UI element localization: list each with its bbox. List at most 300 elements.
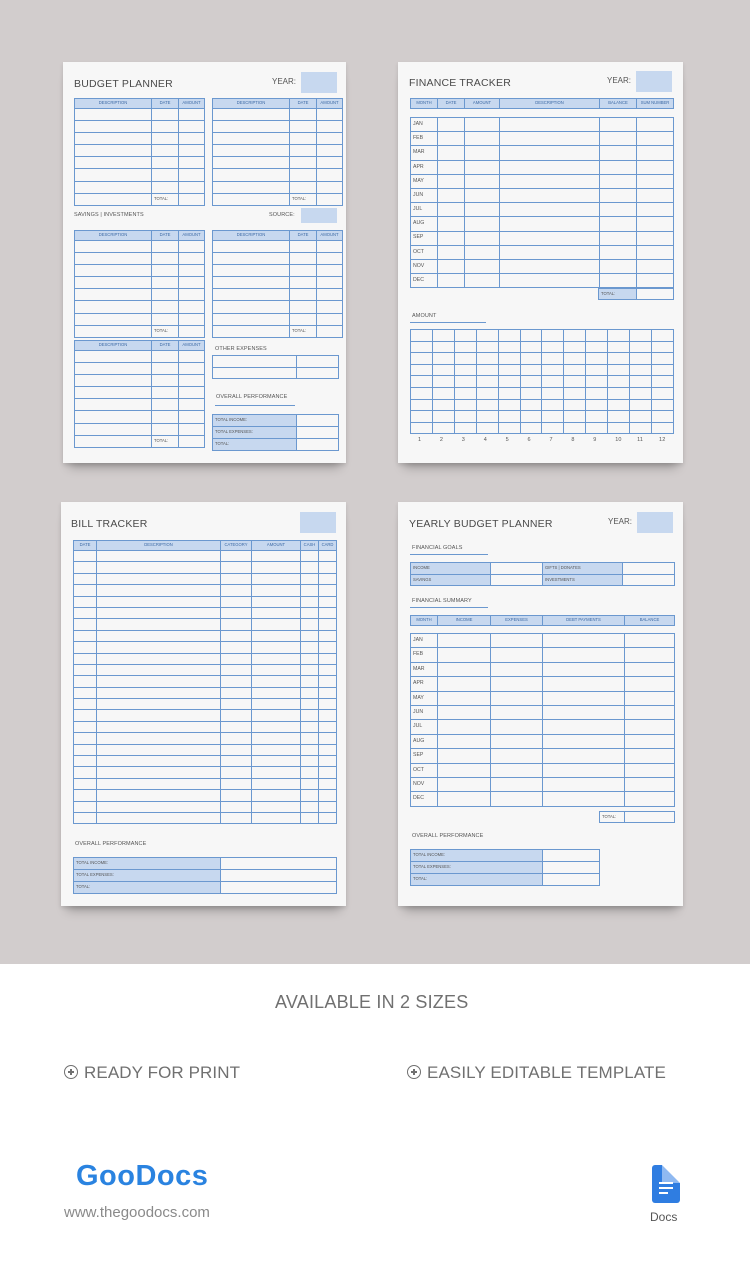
table-cell[interactable] [491,777,543,791]
table-cell[interactable] [301,551,319,562]
table-cell[interactable] [438,691,491,705]
table-cell[interactable] [651,399,673,411]
table-cell[interactable] [600,231,637,245]
table-cell[interactable] [221,642,252,653]
table-cell[interactable] [319,619,337,630]
table-cell[interactable] [179,265,205,277]
table-cell[interactable] [252,573,301,584]
table-cell[interactable] [179,423,205,435]
table-cell[interactable] [465,231,500,245]
table-cell[interactable] [476,341,498,353]
table-cell[interactable] [74,733,97,744]
table-cell[interactable] [74,585,97,596]
table-cell[interactable] [301,607,319,618]
table-cell[interactable] [97,573,221,584]
table-cell[interactable] [74,812,97,823]
table-cell[interactable] [97,721,221,732]
table-cell[interactable] [75,133,152,145]
table-cell[interactable] [586,376,608,388]
table-cell[interactable] [500,217,600,231]
table-cell[interactable] [317,145,343,157]
table-cell[interactable] [651,422,673,434]
table-cell[interactable] [252,744,301,755]
table-cell[interactable] [476,353,498,365]
table-cell[interactable] [179,241,205,253]
table-cell[interactable] [317,133,343,145]
table-cell[interactable] [213,169,290,181]
table-cell[interactable] [74,642,97,653]
table-cell[interactable] [75,181,152,193]
table-cell[interactable] [97,607,221,618]
table-cell[interactable] [500,259,600,273]
table-cell[interactable] [438,188,465,202]
table-cell[interactable] [152,265,179,277]
table-cell[interactable] [290,253,317,265]
table-cell[interactable] [290,289,317,301]
table-cell[interactable] [543,792,625,806]
table-cell[interactable] [586,353,608,365]
table-cell[interactable] [491,720,543,734]
table-cell[interactable] [301,801,319,812]
table-cell[interactable] [319,596,337,607]
table-cell[interactable] [637,188,674,202]
table-cell[interactable] [454,364,476,376]
table-cell[interactable] [221,573,252,584]
table-cell[interactable] [297,427,339,439]
table-cell[interactable] [317,181,343,193]
table-cell[interactable] [465,203,500,217]
table-cell[interactable] [74,630,97,641]
table-cell[interactable] [411,422,433,434]
table-cell[interactable] [301,653,319,664]
table-cell[interactable] [623,574,675,586]
table-cell[interactable] [637,146,674,160]
table-cell[interactable] [179,193,205,205]
table-cell[interactable] [438,792,491,806]
table-cell[interactable] [438,132,465,146]
table-cell[interactable] [221,653,252,664]
table-cell[interactable] [520,353,542,365]
table-cell[interactable] [297,415,339,427]
table-cell[interactable] [213,157,290,169]
year-field[interactable] [636,71,672,92]
table-cell[interactable] [319,585,337,596]
table-cell[interactable] [152,351,179,363]
table-cell[interactable] [600,259,637,273]
table-cell[interactable] [97,676,221,687]
table-cell[interactable] [74,778,97,789]
table-cell[interactable] [252,710,301,721]
table-cell[interactable] [221,790,252,801]
table-cell[interactable] [75,145,152,157]
table-cell[interactable] [465,160,500,174]
table-cell[interactable] [75,387,152,399]
table-cell[interactable] [411,399,433,411]
table-cell[interactable] [75,351,152,363]
table-cell[interactable] [319,790,337,801]
table-cell[interactable] [498,422,520,434]
table-cell[interactable] [152,109,179,121]
table-cell[interactable] [542,376,564,388]
table-cell[interactable] [252,699,301,710]
table-cell[interactable] [630,411,652,423]
table-cell[interactable] [97,664,221,675]
table-cell[interactable] [221,664,252,675]
table-cell[interactable] [179,253,205,265]
table-cell[interactable] [317,169,343,181]
table-cell[interactable] [438,118,465,132]
table-cell[interactable] [179,157,205,169]
table-cell[interactable] [290,241,317,253]
table-cell[interactable] [319,744,337,755]
table-cell[interactable] [252,664,301,675]
table-cell[interactable] [297,356,339,368]
table-cell[interactable] [252,607,301,618]
table-cell[interactable] [564,376,586,388]
table-cell[interactable] [608,422,630,434]
table-cell[interactable] [586,387,608,399]
table-cell[interactable] [586,422,608,434]
table-cell[interactable] [97,812,221,823]
table-cell[interactable] [152,133,179,145]
table-cell[interactable] [476,422,498,434]
table-cell[interactable] [454,341,476,353]
table-cell[interactable] [411,330,433,342]
table-cell[interactable] [498,387,520,399]
table-cell[interactable] [301,619,319,630]
table-cell[interactable] [213,289,290,301]
table-cell[interactable] [438,662,491,676]
table-cell[interactable] [491,574,543,586]
table-cell[interactable] [301,778,319,789]
table-cell[interactable] [319,767,337,778]
table-cell[interactable] [432,364,454,376]
table-cell[interactable] [637,174,674,188]
table-cell[interactable] [221,733,252,744]
table-cell[interactable] [74,699,97,710]
table-cell[interactable] [491,691,543,705]
table-cell[interactable] [543,850,600,862]
table-cell[interactable] [542,422,564,434]
table-cell[interactable] [438,763,491,777]
table-cell[interactable] [625,749,675,763]
table-cell[interactable] [465,174,500,188]
table-cell[interactable] [454,376,476,388]
table-cell[interactable] [498,399,520,411]
table-cell[interactable] [179,289,205,301]
table-cell[interactable] [476,387,498,399]
table-cell[interactable] [317,265,343,277]
year-field[interactable] [637,512,673,533]
table-cell[interactable] [491,705,543,719]
table-cell[interactable] [179,387,205,399]
table-cell[interactable] [74,756,97,767]
table-cell[interactable] [500,132,600,146]
table-cell[interactable] [301,642,319,653]
table-cell[interactable] [600,217,637,231]
table-cell[interactable] [290,157,317,169]
table-cell[interactable] [319,664,337,675]
table-cell[interactable] [432,376,454,388]
table-cell[interactable] [221,551,252,562]
table-cell[interactable] [608,330,630,342]
table-cell[interactable] [74,619,97,630]
table-cell[interactable] [252,790,301,801]
table-cell[interactable] [301,744,319,755]
table-cell[interactable] [608,399,630,411]
table-cell[interactable] [179,121,205,133]
table-cell[interactable] [625,734,675,748]
table-cell[interactable] [543,705,625,719]
table-cell[interactable] [97,585,221,596]
table-cell[interactable] [179,313,205,325]
table-cell[interactable] [543,662,625,676]
table-cell[interactable] [498,330,520,342]
table-cell[interactable] [74,767,97,778]
table-cell[interactable] [152,363,179,375]
table-cell[interactable] [221,812,252,823]
table-cell[interactable] [317,109,343,121]
year-field[interactable] [301,72,337,93]
table-cell[interactable] [543,677,625,691]
table-cell[interactable] [74,607,97,618]
table-cell[interactable] [252,551,301,562]
table-cell[interactable] [600,203,637,217]
table-cell[interactable] [491,749,543,763]
table-cell[interactable] [213,367,297,379]
table-cell[interactable] [179,363,205,375]
table-cell[interactable] [491,563,543,575]
table-cell[interactable] [564,411,586,423]
table-cell[interactable] [179,133,205,145]
table-cell[interactable] [625,812,675,823]
table-cell[interactable] [252,642,301,653]
table-cell[interactable] [491,662,543,676]
table-cell[interactable] [301,573,319,584]
table-cell[interactable] [651,353,673,365]
table-cell[interactable] [221,562,252,573]
table-cell[interactable] [152,313,179,325]
table-cell[interactable] [74,551,97,562]
table-cell[interactable] [75,109,152,121]
table-cell[interactable] [152,181,179,193]
table-cell[interactable] [152,157,179,169]
table-cell[interactable] [586,399,608,411]
table-cell[interactable] [97,630,221,641]
table-cell[interactable] [152,399,179,411]
table-cell[interactable] [625,763,675,777]
table-cell[interactable] [438,245,465,259]
table-cell[interactable] [290,145,317,157]
table-cell[interactable] [319,801,337,812]
table-cell[interactable] [438,160,465,174]
table-cell[interactable] [608,376,630,388]
table-cell[interactable] [432,399,454,411]
table-cell[interactable] [564,364,586,376]
table-cell[interactable] [637,132,674,146]
table-cell[interactable] [411,364,433,376]
table-cell[interactable] [438,749,491,763]
table-cell[interactable] [637,160,674,174]
table-cell[interactable] [637,231,674,245]
table-cell[interactable] [221,619,252,630]
table-cell[interactable] [319,699,337,710]
table-cell[interactable] [75,241,152,253]
table-cell[interactable] [74,687,97,698]
table-cell[interactable] [179,301,205,313]
table-cell[interactable] [432,353,454,365]
table-cell[interactable] [564,399,586,411]
table-cell[interactable] [411,411,433,423]
table-cell[interactable] [179,109,205,121]
table-cell[interactable] [438,259,465,273]
table-cell[interactable] [221,858,337,870]
table-cell[interactable] [290,169,317,181]
table-cell[interactable] [651,376,673,388]
table-cell[interactable] [319,642,337,653]
table-cell[interactable] [520,341,542,353]
table-cell[interactable] [252,562,301,573]
table-cell[interactable] [432,422,454,434]
table-cell[interactable] [465,118,500,132]
table-cell[interactable] [317,289,343,301]
table-cell[interactable] [625,777,675,791]
table-cell[interactable] [637,259,674,273]
table-cell[interactable] [465,132,500,146]
table-cell[interactable] [221,607,252,618]
table-cell[interactable] [290,133,317,145]
table-cell[interactable] [152,121,179,133]
table-cell[interactable] [630,399,652,411]
table-cell[interactable] [520,399,542,411]
table-cell[interactable] [600,160,637,174]
table-cell[interactable] [152,301,179,313]
table-cell[interactable] [520,364,542,376]
table-cell[interactable] [152,253,179,265]
table-cell[interactable] [252,596,301,607]
table-cell[interactable] [520,422,542,434]
table-cell[interactable] [75,265,152,277]
table-cell[interactable] [301,664,319,675]
table-cell[interactable] [317,121,343,133]
table-cell[interactable] [438,217,465,231]
table-cell[interactable] [74,562,97,573]
table-cell[interactable] [498,364,520,376]
table-cell[interactable] [221,801,252,812]
table-cell[interactable] [542,387,564,399]
table-cell[interactable] [319,676,337,687]
table-cell[interactable] [75,277,152,289]
table-cell[interactable] [637,118,674,132]
table-cell[interactable] [608,364,630,376]
table-cell[interactable] [213,241,290,253]
table-cell[interactable] [252,653,301,664]
table-cell[interactable] [498,353,520,365]
table-cell[interactable] [438,734,491,748]
table-cell[interactable] [608,353,630,365]
table-cell[interactable] [75,193,152,205]
table-cell[interactable] [564,353,586,365]
table-cell[interactable] [221,687,252,698]
table-cell[interactable] [542,341,564,353]
table-cell[interactable] [301,733,319,744]
table-cell[interactable] [630,422,652,434]
table-cell[interactable] [213,121,290,133]
table-cell[interactable] [476,411,498,423]
table-cell[interactable] [179,399,205,411]
table-cell[interactable] [438,146,465,160]
table-cell[interactable] [319,687,337,698]
table-cell[interactable] [75,313,152,325]
table-cell[interactable] [500,245,600,259]
table-cell[interactable] [301,596,319,607]
table-cell[interactable] [317,301,343,313]
table-cell[interactable] [252,778,301,789]
table-cell[interactable] [438,648,491,662]
table-cell[interactable] [317,157,343,169]
table-cell[interactable] [75,157,152,169]
table-cell[interactable] [454,330,476,342]
table-cell[interactable] [252,619,301,630]
table-cell[interactable] [213,356,297,368]
table-cell[interactable] [75,169,152,181]
table-cell[interactable] [586,364,608,376]
table-cell[interactable] [465,146,500,160]
table-cell[interactable] [252,812,301,823]
table-cell[interactable] [152,375,179,387]
table-cell[interactable] [75,399,152,411]
table-cell[interactable] [179,145,205,157]
table-cell[interactable] [465,259,500,273]
table-cell[interactable] [97,653,221,664]
table-cell[interactable] [411,387,433,399]
table-cell[interactable] [625,720,675,734]
table-cell[interactable] [213,109,290,121]
table-cell[interactable] [637,203,674,217]
table-cell[interactable] [543,691,625,705]
table-cell[interactable] [75,363,152,375]
table-cell[interactable] [542,330,564,342]
table-cell[interactable] [491,634,543,648]
table-cell[interactable] [319,573,337,584]
table-cell[interactable] [74,653,97,664]
table-cell[interactable] [301,585,319,596]
table-cell[interactable] [623,563,675,575]
table-cell[interactable] [97,767,221,778]
table-cell[interactable] [543,734,625,748]
table-cell[interactable] [221,630,252,641]
table-cell[interactable] [438,705,491,719]
table-cell[interactable] [564,387,586,399]
table-cell[interactable] [213,325,290,337]
table-cell[interactable] [454,353,476,365]
table-cell[interactable] [297,367,339,379]
table-cell[interactable] [97,756,221,767]
table-cell[interactable] [651,341,673,353]
table-cell[interactable] [637,217,674,231]
table-cell[interactable] [498,341,520,353]
table-cell[interactable] [608,411,630,423]
table-cell[interactable] [221,744,252,755]
table-cell[interactable] [152,169,179,181]
table-cell[interactable] [221,756,252,767]
table-cell[interactable] [221,710,252,721]
table-cell[interactable] [651,387,673,399]
table-cell[interactable] [319,710,337,721]
table-cell[interactable] [290,121,317,133]
table-cell[interactable] [411,353,433,365]
table-cell[interactable] [75,325,152,337]
